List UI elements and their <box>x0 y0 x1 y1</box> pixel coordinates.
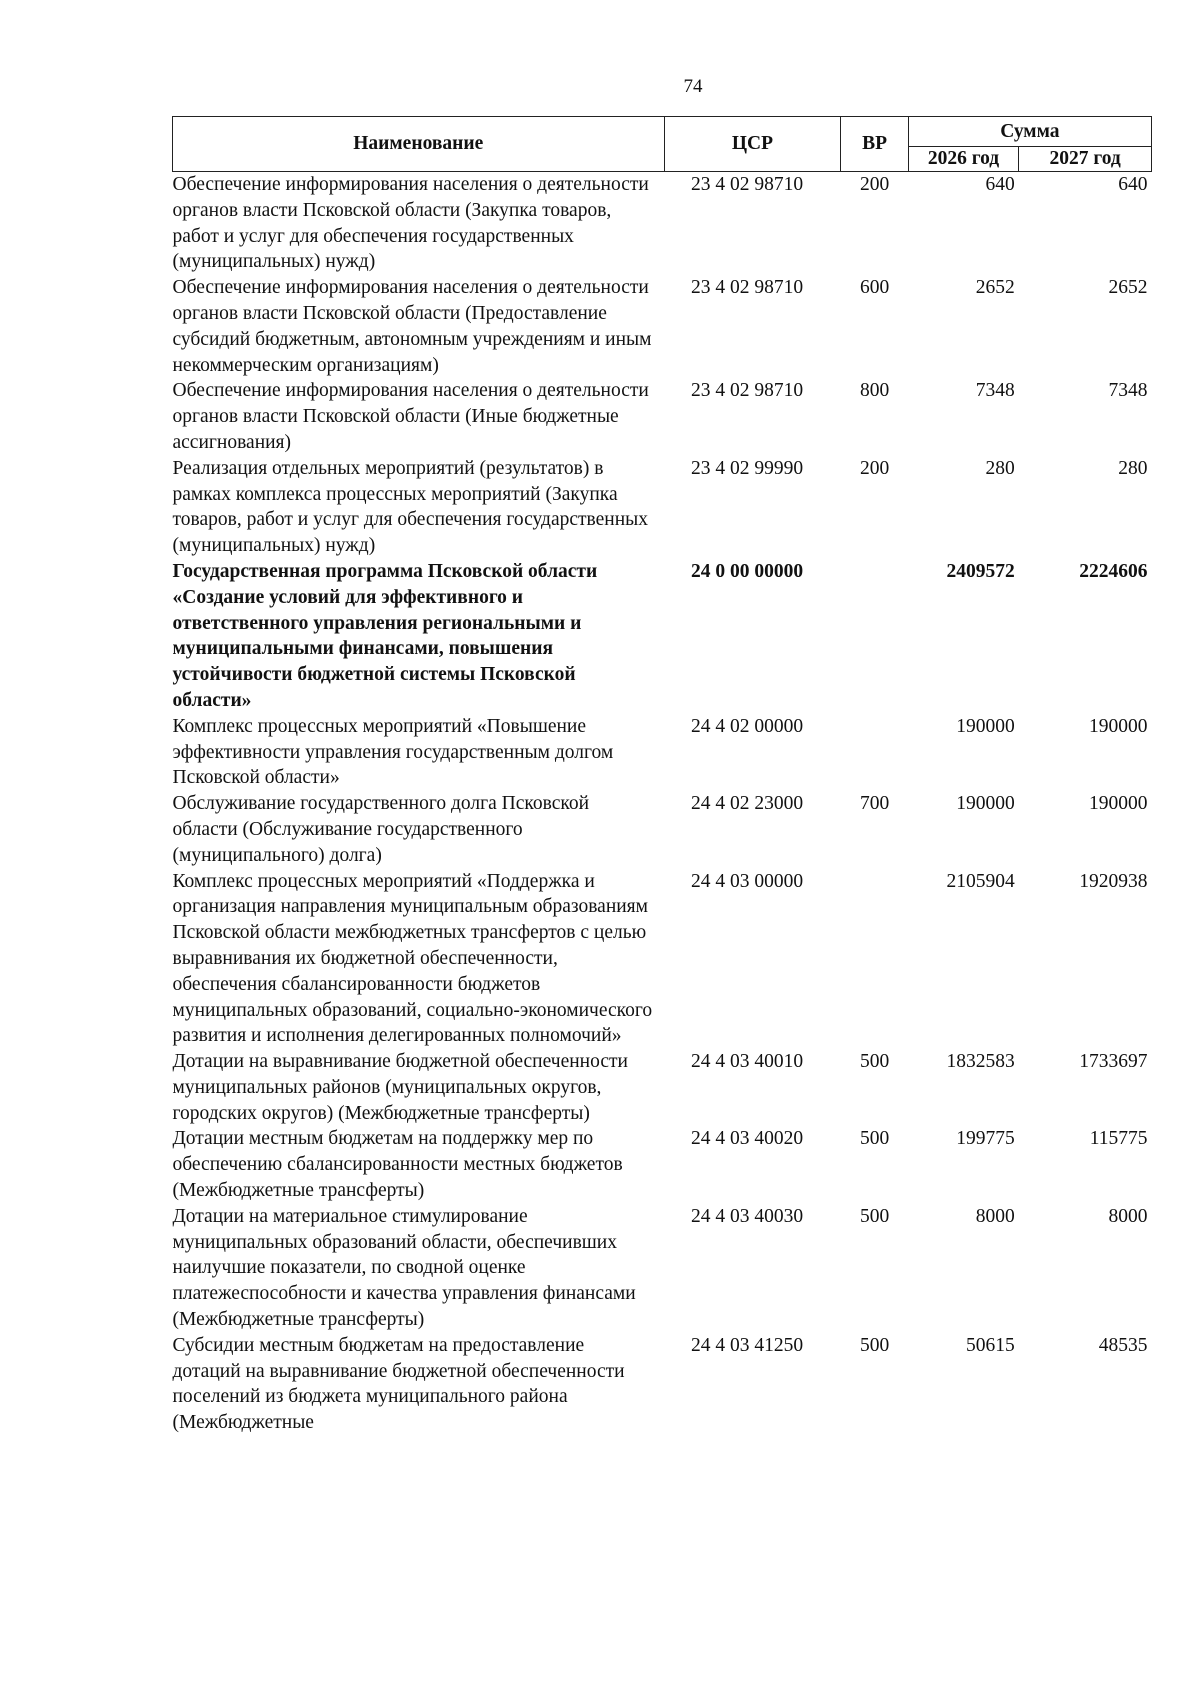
row-name: Комплекс процессных мероприятий «Повышение эффективности управления государственным долгом Псковской области» <box>172 715 614 789</box>
row-vr <box>841 714 908 791</box>
table-row <box>173 275 1152 378</box>
row-vr: 200 <box>859 174 890 195</box>
table-row <box>173 559 1152 714</box>
row-amount-2027: 7348 <box>1108 380 1148 402</box>
row-amount-2026: 199775 <box>956 1128 1015 1150</box>
table-body <box>173 172 1152 1437</box>
row-amount-2026: 2409572 <box>946 560 1015 582</box>
table-row <box>173 1126 1152 1203</box>
row-csr: 24 4 02 00000 <box>691 715 804 737</box>
row-csr: 23 4 02 98710 <box>691 277 804 299</box>
table-row <box>173 1333 1152 1436</box>
row-amount-2027: 1733697 <box>1079 1051 1148 1073</box>
table-header <box>173 117 1152 172</box>
row-amount-2026: 190000 <box>956 715 1015 737</box>
row-name: Обеспечение информирования населения о деятельности органов власти Псковской области (Иные бюджетные ассигнования) <box>172 380 649 453</box>
row-csr: 23 4 02 98710 <box>691 380 804 402</box>
table-row <box>173 456 1152 559</box>
row-vr: 800 <box>859 380 890 402</box>
row-name: Комплекс процессных мероприятий «Поддержка и организация направления муниципальным образованиям Псковской области межбюджетных трансфертов с целью выравнивания их бюджетной обеспеченности, обеспечения сбалансированности бюджетов муниципальных образований, социально-экономического развития и исполнения делегированных полномочий» <box>172 870 653 1047</box>
table-row <box>173 869 1152 1050</box>
row-vr: 700 <box>859 793 890 815</box>
row-amount-2027: 190000 <box>1089 793 1148 815</box>
row-amount-2027: 190000 <box>1089 715 1148 737</box>
row-amount-2027: 2652 <box>1108 277 1148 299</box>
row-vr: 500 <box>859 1205 890 1227</box>
row-vr: 500 <box>859 1334 890 1356</box>
row-name: Обеспечение информирования населения о деятельности органов власти Псковской области (Закупка товаров, работ и услуг для обеспечения государственных (муниципальных) нужд) <box>172 174 649 273</box>
row-vr: 600 <box>859 277 890 299</box>
row-amount-2026: 280 <box>985 457 1015 479</box>
row-amount-2026: 2105904 <box>946 870 1015 892</box>
row-name: Обеспечение информирования населения о деятельности органов власти Псковской области (Предоставление субсидий бюджетным, автономным учреждениям и иным некоммерческим организациям) <box>172 277 652 376</box>
row-csr: 24 4 03 40020 <box>691 1128 804 1150</box>
table-row <box>173 378 1152 455</box>
row-amount-2026: 8000 <box>975 1205 1015 1227</box>
row-amount-2027: 115775 <box>1089 1128 1148 1150</box>
row-name: Обслуживание государственного долга Псковской области (Обслуживание государственного (муниципального) долга) <box>172 793 590 866</box>
row-vr: 500 <box>859 1128 890 1150</box>
table-row <box>173 714 1152 791</box>
row-csr: 23 4 02 99990 <box>691 457 804 479</box>
row-amount-2027: 48535 <box>1098 1334 1148 1356</box>
header-csr: ЦСР <box>664 117 841 172</box>
row-amount-2027: 280 <box>1118 457 1148 479</box>
header-year-2026: 2026 год <box>908 147 1019 172</box>
row-csr: 23 4 02 98710 <box>691 174 804 195</box>
row-csr: 24 4 03 40030 <box>691 1205 804 1227</box>
row-name: Реализация отдельных мероприятий (результатов) в рамках комплекса процессных мероприятий (Закупка товаров, работ и услуг для обеспечения государственных (муниципальных) нужд) <box>172 457 648 557</box>
row-amount-2027: 1920938 <box>1079 870 1148 892</box>
row-amount-2026: 190000 <box>956 793 1015 815</box>
row-amount-2027: 640 <box>1118 174 1148 195</box>
row-amount-2027: 2224606 <box>1079 560 1148 582</box>
row-amount-2026: 50615 <box>966 1334 1015 1356</box>
table-row <box>173 172 1152 276</box>
row-name: Дотации местным бюджетам на поддержку мер по обеспечению сбалансированности местных бюджетов (Межбюджетные трансферты) <box>172 1128 623 1202</box>
row-csr: 24 4 02 23000 <box>691 793 804 815</box>
header-sum: Сумма <box>908 117 1151 147</box>
header-name: Наименование <box>173 117 665 172</box>
row-name: Дотации на материальное стимулирование муниципальных образований области, обеспечивших наилучшие показатели, по сводной оценке платежеспособности и качества управления финансами (Межбюджетные трансферты) <box>172 1205 636 1331</box>
table-row <box>173 1204 1152 1333</box>
header-vr: ВР <box>841 117 908 172</box>
row-csr: 24 0 00 00000 <box>691 560 804 582</box>
row-csr: 24 4 03 00000 <box>691 870 804 892</box>
table-row <box>173 791 1152 868</box>
row-amount-2027: 8000 <box>1108 1205 1148 1227</box>
row-name: Государственная программа Псковской области «Создание условий для эффективного и ответственного управления региональными и муниципальными финансами, повышения устойчивости бюджетной системы Псковской области» <box>172 560 598 711</box>
row-amount-2026: 640 <box>985 174 1015 195</box>
page-number: 74 <box>683 76 703 97</box>
row-amount-2026: 2652 <box>975 277 1015 299</box>
row-vr <box>841 869 908 1050</box>
row-csr: 24 4 03 41250 <box>691 1334 804 1356</box>
header-year-2027: 2027 год <box>1019 147 1152 172</box>
row-vr: 500 <box>859 1051 890 1073</box>
row-vr: 200 <box>859 457 890 479</box>
row-vr <box>841 559 908 714</box>
table-row <box>173 1049 1152 1126</box>
row-csr: 24 4 03 40010 <box>691 1051 804 1073</box>
row-amount-2026: 7348 <box>975 380 1015 402</box>
row-amount-2026: 1832583 <box>946 1051 1015 1073</box>
row-name: Дотации на выравнивание бюджетной обеспеченности муниципальных районов (муниципальных округов, городских округов) (Межбюджетные трансферты) <box>172 1051 628 1124</box>
row-name: Субсидии местным бюджетам на предоставление дотаций на выравнивание бюджетной обеспеченности поселений из бюджета муниципального района (Межбюджетные <box>172 1334 625 1434</box>
budget-table <box>172 116 1152 1436</box>
